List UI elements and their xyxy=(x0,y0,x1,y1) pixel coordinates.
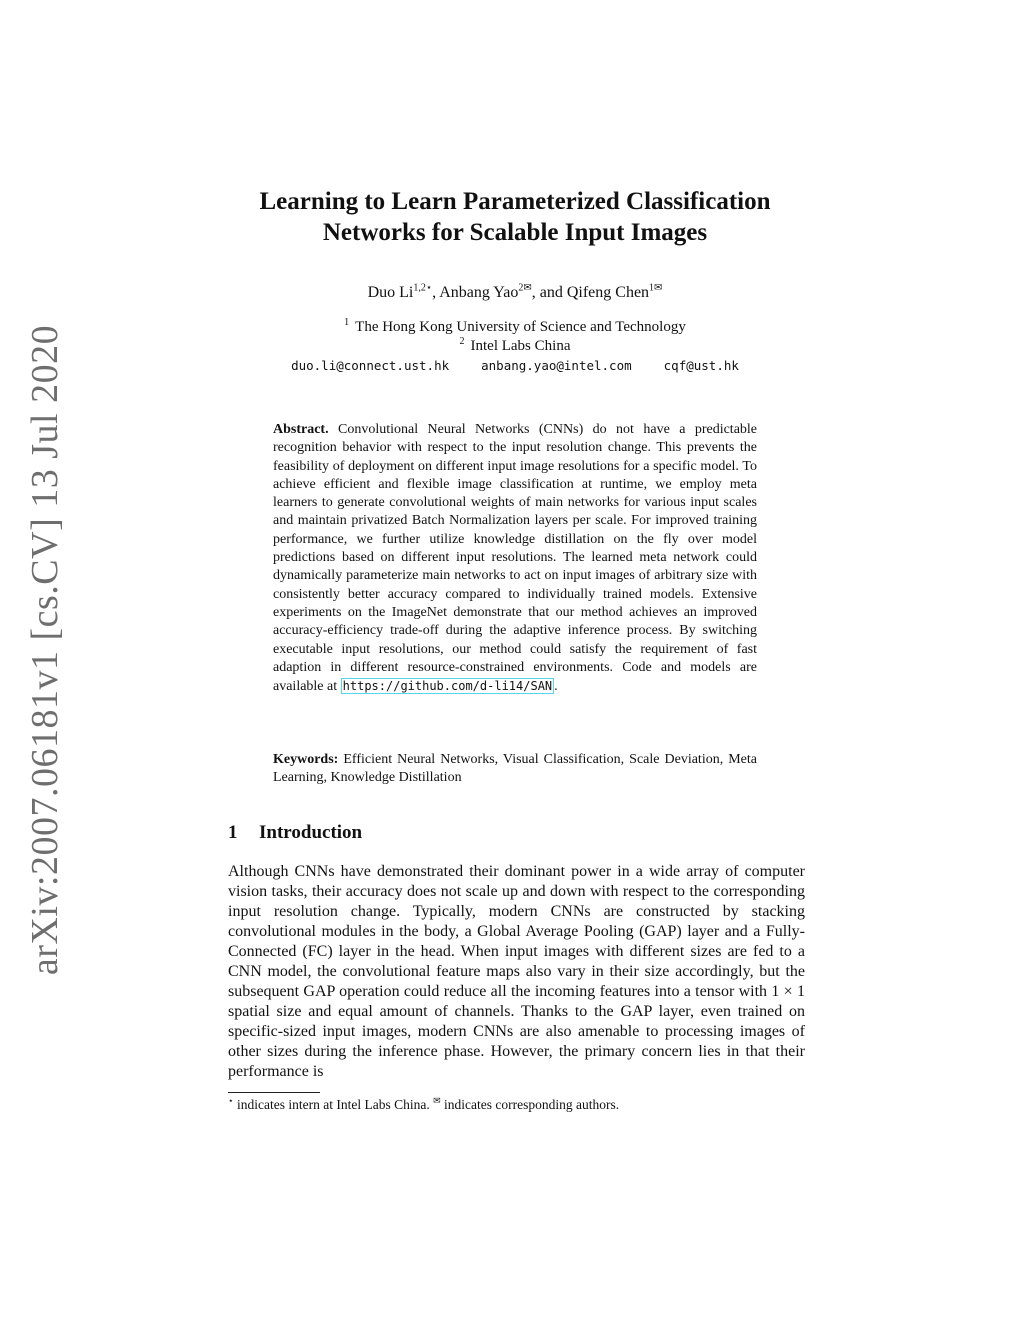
affiliations xyxy=(160,318,870,356)
author-2-name: , Anbang Yao xyxy=(432,284,519,301)
introduction-body xyxy=(228,862,805,1082)
author-emails xyxy=(160,357,870,375)
abstract-label: Abstract. xyxy=(273,422,329,437)
affiliation-1-text: The Hong Kong University of Science and Technology xyxy=(355,319,686,335)
section-number: 1 xyxy=(228,822,238,843)
section-heading xyxy=(228,821,362,845)
footnote-text-2: indicates corresponding authors. xyxy=(440,1097,620,1112)
abstract-end: . xyxy=(554,679,558,695)
affiliation-1 xyxy=(160,318,870,337)
envelope-icon: ✉ xyxy=(433,1095,441,1106)
author-3-name: , and Qifeng Chen xyxy=(531,284,650,301)
author-3-affiliation-marks: 1✉ xyxy=(649,282,663,294)
keywords-text: Efficient Neural Networks, Visual Classification, Scale Deviation, Meta Learning, Knowledge Distillation xyxy=(273,752,758,786)
affiliation-2-text: Intel Labs China xyxy=(470,338,571,354)
abstract-text: Convolutional Neural Networks (CNNs) do not have a predictable recognition behavior with respect to the input resolution change. This prevents the feasibility of deployment on different input image resolutions for a specific model. To achieve efficient and flexible image classification at runtime, we employ meta learners to generate convolutional weights of main networks for various input scales and maintain privatized Batch Normalization layers per scale. For improved training performance, we further utilize knowledge distillation on the fly over model predictions based on different input resolutions. The learned meta network could dynamically parameterize main networks to act on input images of arbitrary size with consistently better accuracy compared to individually trained models. Extensive experiments on the ImageNet demonstrate that our method achieves an improved accuracy-efficiency trade-off during the adaptive inference process. By switching executable input resolutions, our method could satisfy the requirement of fast adaption in different resource-constrained environments. Code and models are available at xyxy=(273,422,758,695)
arxiv-sidebar-stamp xyxy=(10,324,80,976)
email-duo-li[interactable]: duo.li@connect.ust.hk xyxy=(291,358,450,373)
title-line-2: Networks for Scalable Input Images xyxy=(322,219,708,246)
abstract xyxy=(273,421,757,696)
arxiv-identifier: arXiv:2007.06181v1 [cs.CV] 13 Jul 2020 xyxy=(24,324,66,976)
author-1-affiliation-marks: 1,2⋆ xyxy=(413,282,433,294)
code-link[interactable]: https://github.com/d-li14/SAN xyxy=(342,679,553,694)
email-qifeng-chen[interactable]: cqf@ust.hk xyxy=(663,358,739,373)
keywords-label: Keywords: xyxy=(273,752,339,767)
footnote xyxy=(228,1096,805,1113)
footnote-rule xyxy=(228,1092,320,1093)
footnote-star-mark: ⋆ xyxy=(228,1095,234,1106)
intro-paragraph: Although CNNs have demonstrated their dominant power in a wide array of computer vision tasks, their accuracy does not scale up and down with respect to the corresponding input resolution change. Typically, modern CNNs are constructed by stacking convolutional modules in the body, a Global Average Pooling (GAP) layer and a Fully-Connected (FC) layer in the head. When input images with different sizes are fed to a CNN model, the convolutional feature maps also vary in their size accordingly, but the subsequent GAP operation could reduce all the incoming features into a tensor with 1 × 1 spatial size and equal amount of channels. Thanks to the GAP layer, even trained on specific-sized input images, modern CNNs are also amenable to processing images of other sizes during the inference phase. However, the primary concern lies in that their performance is xyxy=(228,863,805,1080)
keywords xyxy=(273,751,757,788)
abstract-paragraph xyxy=(273,421,757,696)
affiliation-1-mark: 1 xyxy=(344,317,350,328)
section-title: Introduction xyxy=(259,822,363,843)
email-anbang-yao[interactable]: anbang.yao@intel.com xyxy=(481,358,632,373)
title-line-1: Learning to Learn Parameterized Classification xyxy=(259,188,771,215)
author-1-name: Duo Li xyxy=(367,284,414,301)
author-2-affiliation-marks: 2✉ xyxy=(518,282,532,294)
author-list xyxy=(160,282,870,304)
footnote-text-1: indicates intern at Intel Labs China. xyxy=(233,1097,434,1112)
paper-title xyxy=(160,186,870,248)
affiliation-2-mark: 2 xyxy=(459,336,465,347)
affiliation-2 xyxy=(160,337,870,356)
